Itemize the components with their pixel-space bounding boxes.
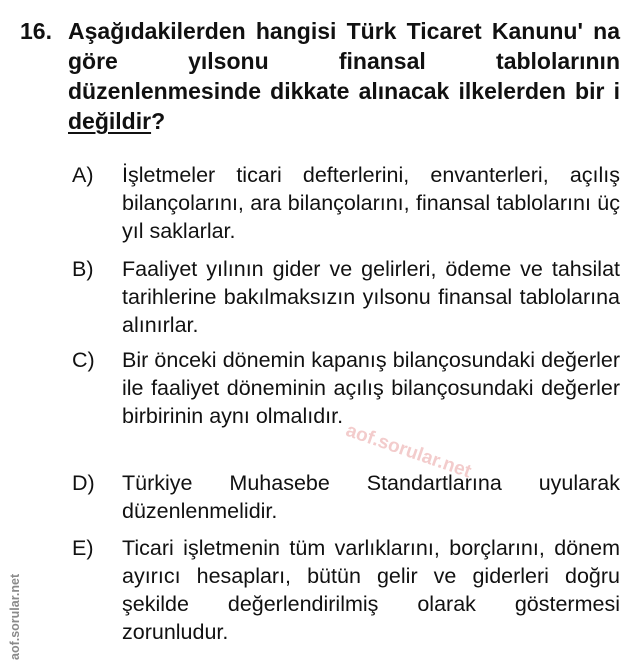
option-text: İşletmeler ticari defterlerini, envanterleri, açılış bilançolarını, ara bilançolarını, finansal tablolarını üç yıl saklarlar. [122,163,620,243]
option-text: Faaliyet yılının gider ve gelirleri, ödeme ve tahsilat tarihlerine bakılmaksızın yılsonu finansal tablolarına alınırlar. [122,257,620,337]
question-number: 16. [20,18,52,44]
option-text: Bir önceki dönemin kapanış bilançosundaki değerler ile faaliyet döneminin açılış bilançosundaki değerler birbirinin aynı olmalıdır. [122,348,620,428]
negation-word: değildir [68,108,152,134]
watermark-center: aof.sorular.net [343,420,474,483]
option-letter: D) [72,471,95,495]
option-text: Ticari işletmenin tüm varlıklarını, borçlarını, dönem ayırıcı hesapları, bütün gelir ve giderleri doğru şekilde değerlendirilmiş olarak göstermesi zorunludur. [122,536,620,644]
option-text: Türkiye Muhasebe Standartlarına uyularak düzenlenmelidir. [122,471,620,523]
option-letter: A) [72,163,94,187]
question-stem: Aşağıdakilerden hangisi Türk Ticaret Kanunu' na göre yılsonu finansal tablolarının düzenlenmesinde dikkate alınacak ilkelerden bir i [68,18,620,104]
option-letter: B) [72,257,94,281]
option-letter: C) [72,348,95,372]
question-text [68,16,620,136]
question-mark: ? [151,108,166,134]
watermark-side: aof.sorular.net [8,573,22,660]
option-letter: E) [72,536,94,560]
